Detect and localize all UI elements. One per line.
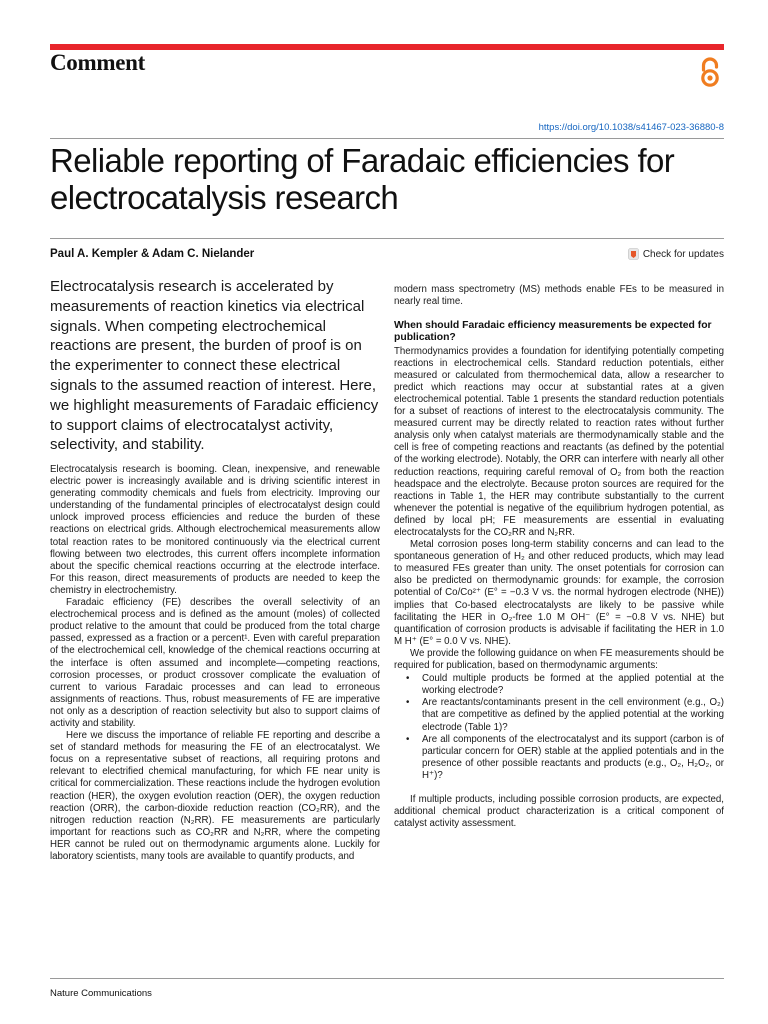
body-paragraph: Metal corrosion poses long-term stability concerns and can lead to the spontaneous generation of H₂ and other reduced products, which may lead to measured FEs greater than unity. The onset potentials for corrosion can also be predicted on thermodynamic grounds: for example, the corrosion potential of Co/Co²⁺ (E° = −0.3 V vs. the normal hydrogen electrode (NHE)) implies that Co-based electrocatalysts are likely to be passive while facilitating the HER in O₂-free 1.0 M OH⁻ (E° = −0.8 V vs. NHE) but quantification of corrosion products is advisable if facilitating the HER in 1.0 M H⁺ (E° = 0.0 V vs. NHE). [394,539,724,647]
body-paragraph: Thermodynamics provides a foundation for identifying potentially competing reactions in electrochemical cells. Standard reduction potentials, either measured or calculated from thermochemical data, allow a researcher to predict which reactions may occur at substantial rates at a given electrochemical potential. Table 1 presents the standard reduction potentials for a subset of reactions of interest to the electrocatalysis community. The measured current may be directly related to reaction rates without further analysis only when catalyst materials are thermodynamically stable and the cell is free of competing reactions and reactants (as defined by the potential of the working electrode). Notably, the ORR can interfere with nearly all other reduction reactions, requiring careful removal of O₂ from both the reaction headspace and the electrolyte. Because proton sources are required for the reactions in Table 1, the HER may contribute substantially to the current whenever the potential is negative of the equilibrium hydrogen potential, as defined by local pH; FE measurements are essential in evaluating electrocatalysts for the CO₂RR and N₂RR. [394,345,724,538]
body-paragraph: Here we discuss the importance of reliable FE reporting and describe a set of standard methods for measuring the FE of an electrocatalyst. We focus on a representative subset of reactions, all requiring protons and relevant to electrified chemical manufacturing, for which FE near unity is critical for commercialization. These reactions include the hydrogen evolution reaction (HER), the oxygen evolution reaction (OER), the oxygen reduction reaction (ORR), the carbon-dioxide reduction reaction (CO₂RR), and the nitrogen reduction reaction (N₂RR). FE measurements are particularly important for reactions such as CO₂RR and N₂RR, where the competing HER cannot be ruled out on thermodynamic arguments alone. Luckily for laboratory scientists, many tools are available to quantify products, and [50,730,380,862]
body-paragraph: We provide the following guidance on when FE measurements should be required for publication, based on thermodynamic arguments: [394,647,724,672]
header-accent-bar [50,44,724,50]
section-label: Comment [50,50,145,75]
check-for-updates-button[interactable] [628,248,724,260]
list-item: • Are reactants/contaminants present in the cell environment (e.g., O₂) that are competitive as defined by the applied potential at the working electrode (Table 1)? [394,697,724,733]
body-paragraph: Faradaic efficiency (FE) describes the overall selectivity of an electrochemical process and is defined as the amount (moles) of collected product relative to the amount that could be produced from the total charge passed, expressed as a fraction or a percent¹. Even with careful preparation of the electrochemical cell, knowledge of the chemical reactions occurring at the interface is often assumed and incomplete—competing reactions, corrosion processes, or product crossover complicate the evaluation of current to various Faradaic processes and can lead to erroneous assignments of reactions. Thus, robust measurements of FE are imperative not only as a description of reaction selectivity but also to support claims of activity and stability. [50,597,380,729]
body-paragraph: If multiple products, including possible corrosion products, are expected, additional chemical product characterization is a critical component of catalyst activity assessment. [394,793,724,830]
right-column [394,284,724,830]
list-item: • Are all components of the electrocatalyst and its support (carbon is of particular concern for OER) stable at the applied potentials and in the presence of other possible reactants and products (e.g., O₂, H₂O₂, or H⁺)? [394,734,724,782]
open-access-icon[interactable] [699,56,721,88]
list-item: • Could multiple products be formed at the applied potential at the working electrode? [394,673,724,697]
section-spacer [394,308,724,320]
footer-divider [50,978,724,979]
body-paragraph: modern mass spectrometry (MS) methods enable FEs to be measured in nearly real time. [394,284,724,308]
title-bottom-divider [50,238,724,239]
section-heading: When should Faradaic efficiency measurements be expected for publication? [394,320,712,344]
author-list: Paul A. Kempler & Adam C. Nielander [50,248,255,260]
guidance-list [394,673,724,782]
check-for-updates-icon [628,248,639,260]
check-for-updates-label: Check for updates [642,248,724,260]
standfirst: Electrocatalysis research is accelerated by measurements of reaction kinetics via electrical signals. When competing electrochemical reactions are present, the burden of proof is on the experimenter to connect these electrical signals to the assumed reaction of interest. Here, we highlight measurements of Faradaic efficiency to support claims of electrocatalyst activity, selectivity, and stability. [50,278,379,454]
left-column [50,464,380,863]
title-top-divider [50,138,724,139]
section-spacer [394,782,724,794]
body-paragraph: Electrocatalysis research is booming. Clean, inexpensive, and renewable electric power is increasingly available and is driving scientific interest in generating commodity chemicals and fuels from electricity. Improving our understanding of the fundamental principles of electrocatalyst design could unlock improved process efficiencies and reduce the burden of these reactions on electrical grids. Although electrochemical measurements allow total reaction rates to be monitored continuously via the electrical current flowing between two electrodes, this current offers incomplete information about the specific chemical reactions occurring at the electrode interface. For this reason, direct measurements of products are needed to keep the chemistry in electrochemistry. [50,464,380,596]
doi-link[interactable]: https://doi.org/10.1038/s41467-023-36880-8 [538,122,724,133]
article-title: Reliable reporting of Faradaic efficiencies for electrocatalysis research [50,142,675,216]
journal-name: Nature Communications [50,988,152,999]
